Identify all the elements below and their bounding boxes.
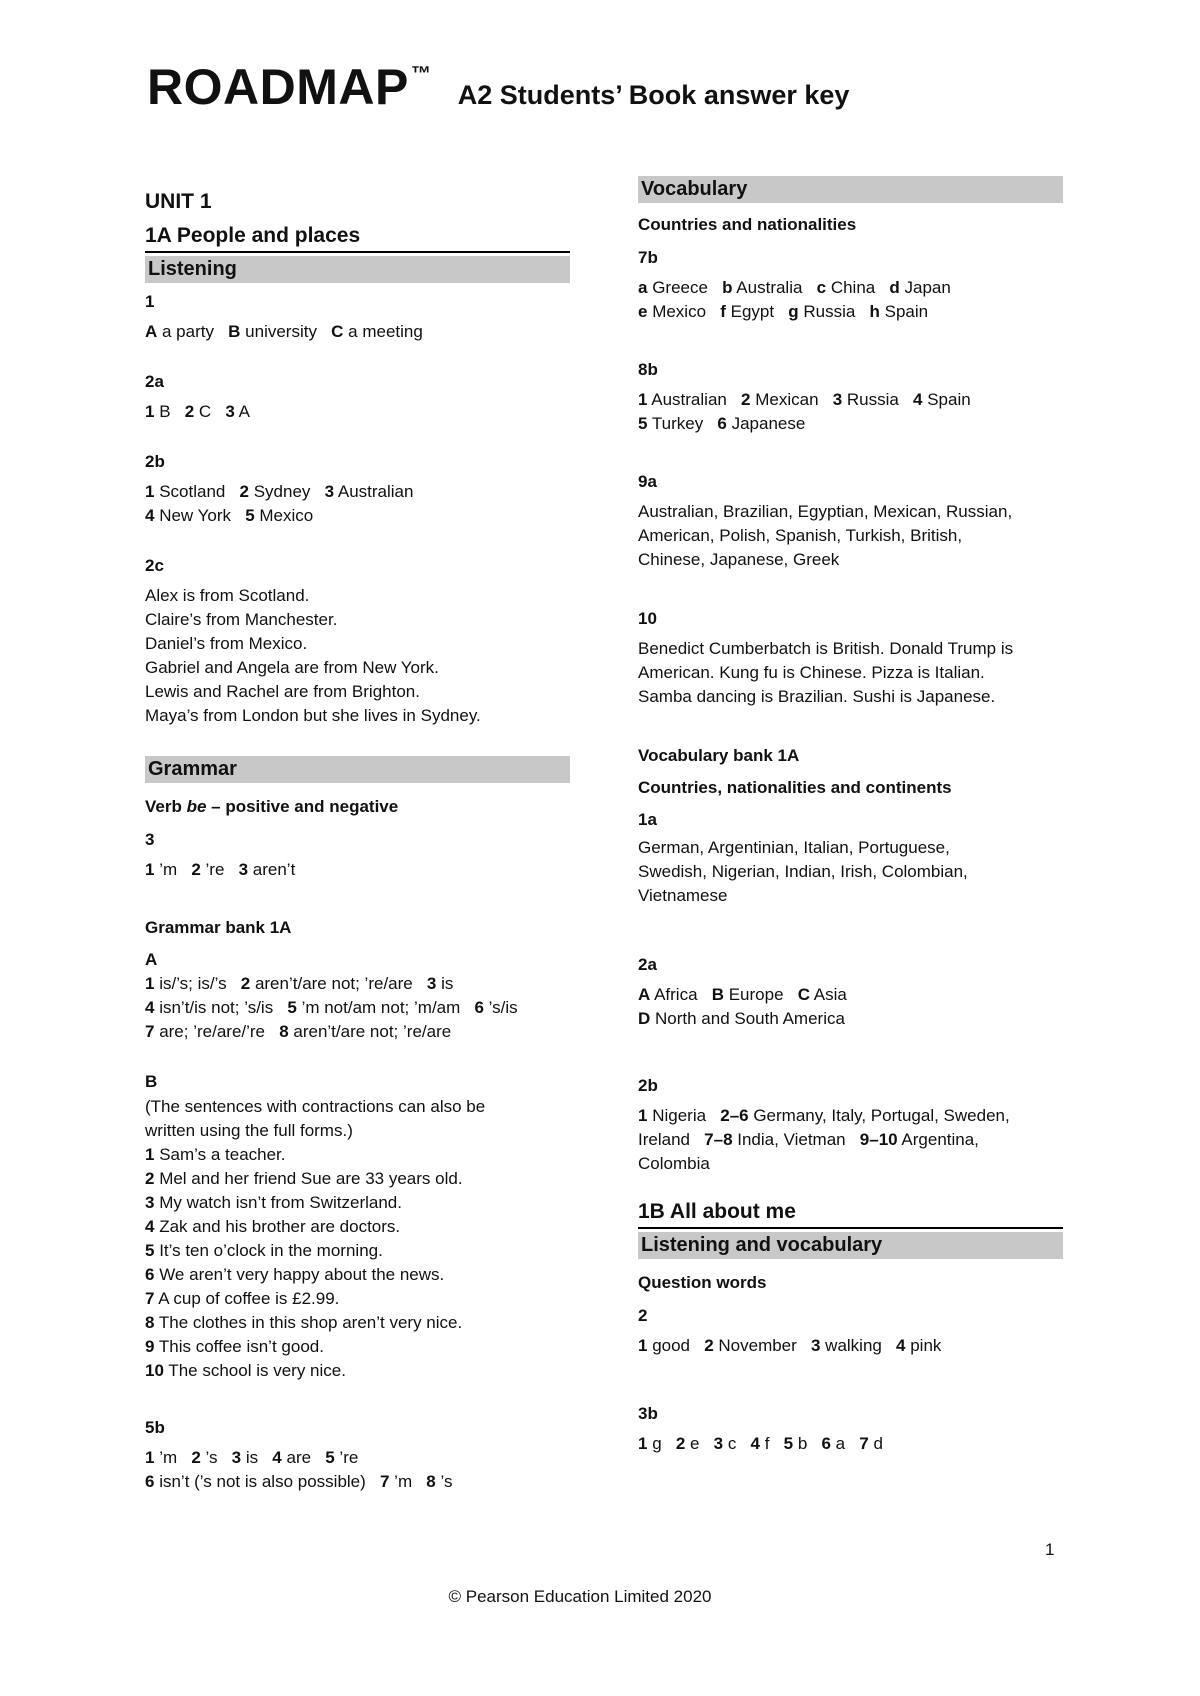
lesson-rule xyxy=(145,251,570,253)
answer-line: 1 Scotland 2 Sydney 3 Australian xyxy=(145,482,414,501)
grammar-bank-title: Grammar bank 1A xyxy=(145,918,292,937)
answer-line: American. Kung fu is Chinese. Pizza is Italian. xyxy=(638,663,985,682)
exercise-label: 10 xyxy=(638,609,657,628)
answer-line: Gabriel and Angela are from New York. xyxy=(145,658,439,677)
answer-line: Vietnamese xyxy=(638,886,728,905)
subheading: Verb be – positive and negative xyxy=(145,797,399,816)
answer-line: 6 isn’t (’s not is also possible) 7 ’m 8 ’s xyxy=(145,1472,453,1491)
exercise-label: 2c xyxy=(145,556,164,575)
answer-line: Ireland 7–8 India, Vietman 9–10 Argentina, xyxy=(638,1130,979,1149)
answer-line: Lewis and Rachel are from Brighton. xyxy=(145,682,420,701)
answer-line: Australian, Brazilian, Egyptian, Mexican, Russian, xyxy=(638,502,1013,521)
answer-line: 5 Turkey 6 Japanese xyxy=(638,414,806,433)
exercise-label: A xyxy=(145,950,158,969)
brand-logo: ROADMAP ™ xyxy=(147,59,432,115)
exercise-label: 8b xyxy=(638,360,658,379)
answer-line: German, Argentinian, Italian, Portuguese, xyxy=(638,838,950,857)
answer-line: Claire’s from Manchester. xyxy=(145,610,338,629)
document-title: A2 Students’ Book answer key xyxy=(457,80,850,110)
exercise-label: 2 xyxy=(638,1306,648,1325)
answer-line: 1 B 2 C 3 A xyxy=(145,402,250,421)
answer-line: 9 This coffee isn’t good. xyxy=(145,1337,324,1356)
unit-title: UNIT 1 xyxy=(145,190,212,213)
answer-line: Alex is from Scotland. xyxy=(145,586,310,605)
section-heading-grammar: Grammar xyxy=(145,756,570,783)
answer-line: 4 Zak and his brother are doctors. xyxy=(145,1217,401,1236)
lesson-title-1b: 1B All about me xyxy=(638,1200,796,1223)
answer-line: American, Polish, Spanish, Turkish, British, xyxy=(638,526,963,545)
exercise-label: B xyxy=(145,1072,158,1091)
answer-line: written using the full forms.) xyxy=(145,1121,353,1140)
answer-line: 5 It’s ten o’clock in the morning. xyxy=(145,1241,383,1260)
page-header xyxy=(147,58,849,128)
answer-line: a Greece b Australia c China d Japan xyxy=(638,278,951,297)
answer-line: e Mexico f Egypt g Russia h Spain xyxy=(638,302,929,321)
answer-line: 1 ’m 2 ’s 3 is 4 are 5 ’re xyxy=(145,1448,359,1467)
answer-line: Benedict Cumberbatch is British. Donald Trump is xyxy=(638,639,1014,658)
vocabulary-bank-title: Vocabulary bank 1A xyxy=(638,746,800,765)
answer-line: 7 A cup of coffee is £2.99. xyxy=(145,1289,340,1308)
answer-line: 3 My watch isn’t from Switzerland. xyxy=(145,1193,402,1212)
answer-line: 1 ’m 2 ’re 3 aren’t xyxy=(145,860,296,879)
answer-line: A a party B university C a meeting xyxy=(145,322,423,341)
answer-line: 1 g 2 e 3 c 4 f 5 b 6 a 7 d xyxy=(638,1434,883,1453)
lesson-rule xyxy=(638,1227,1063,1229)
exercise-label: 3 xyxy=(145,830,155,849)
lesson-title-1a: 1A People and places xyxy=(145,224,361,247)
exercise-label: 1 xyxy=(145,292,155,311)
answer-line: 1 Nigeria 2–6 Germany, Italy, Portugal, Sweden, xyxy=(638,1106,1010,1125)
exercise-label: 7b xyxy=(638,248,658,267)
exercise-label: 2b xyxy=(145,452,165,471)
answer-line: 2 Mel and her friend Sue are 33 years old. xyxy=(145,1169,463,1188)
answer-line: 1 is/’s; is/’s 2 aren’t/are not; ’re/are 3 is xyxy=(145,974,454,993)
answer-line: Swedish, Nigerian, Indian, Irish, Colombian, xyxy=(638,862,968,881)
exercise-label: 2a xyxy=(638,955,657,974)
exercise-label: 5b xyxy=(145,1418,165,1437)
answer-line: Maya’s from London but she lives in Sydney. xyxy=(145,706,481,725)
answer-line: D North and South America xyxy=(638,1009,845,1028)
exercise-label: 2a xyxy=(145,372,164,391)
answer-line: Daniel’s from Mexico. xyxy=(145,634,308,653)
answer-line: 10 The school is very nice. xyxy=(145,1361,346,1380)
answer-line: Chinese, Japanese, Greek xyxy=(638,550,840,569)
answer-line: A Africa B Europe C Asia xyxy=(638,985,847,1004)
subheading: Question words xyxy=(638,1273,767,1292)
answer-line: Colombia xyxy=(638,1154,710,1173)
subheading: Countries, nationalities and continents xyxy=(638,778,952,797)
answer-line: 1 good 2 November 3 walking 4 pink xyxy=(638,1336,942,1355)
answer-line: 4 isn’t/is not; ’s/is 5 ’m not/am not; ’m/am 6 ’s/is xyxy=(145,998,518,1017)
answer-line: 1 Australian 2 Mexican 3 Russia 4 Spain xyxy=(638,390,971,409)
section-heading-listening: Listening xyxy=(145,256,570,283)
exercise-label: 1a xyxy=(638,810,657,829)
section-heading-vocabulary: Vocabulary xyxy=(638,176,1063,203)
page-number: 1 xyxy=(1045,1540,1055,1559)
answer-line: 8 The clothes in this shop aren’t very nice. xyxy=(145,1313,463,1332)
subheading: Countries and nationalities xyxy=(638,215,857,234)
copyright-footer: © Pearson Education Limited 2020 xyxy=(448,1587,712,1606)
exercise-label: 9a xyxy=(638,472,657,491)
answer-line: 7 are; ’re/are/’re 8 aren’t/are not; ’re/are xyxy=(145,1022,452,1041)
answer-line: 4 New York 5 Mexico xyxy=(145,506,314,525)
answer-line: (The sentences with contractions can also be xyxy=(145,1097,486,1116)
exercise-label: 3b xyxy=(638,1404,658,1423)
answer-line: Samba dancing is Brazilian. Sushi is Japanese. xyxy=(638,687,996,706)
answer-line: 6 We aren’t very happy about the news. xyxy=(145,1265,445,1284)
section-heading-listening-vocabulary: Listening and vocabulary xyxy=(638,1232,1063,1259)
answer-line: 1 Sam’s a teacher. xyxy=(145,1145,286,1164)
exercise-label: 2b xyxy=(638,1076,658,1095)
